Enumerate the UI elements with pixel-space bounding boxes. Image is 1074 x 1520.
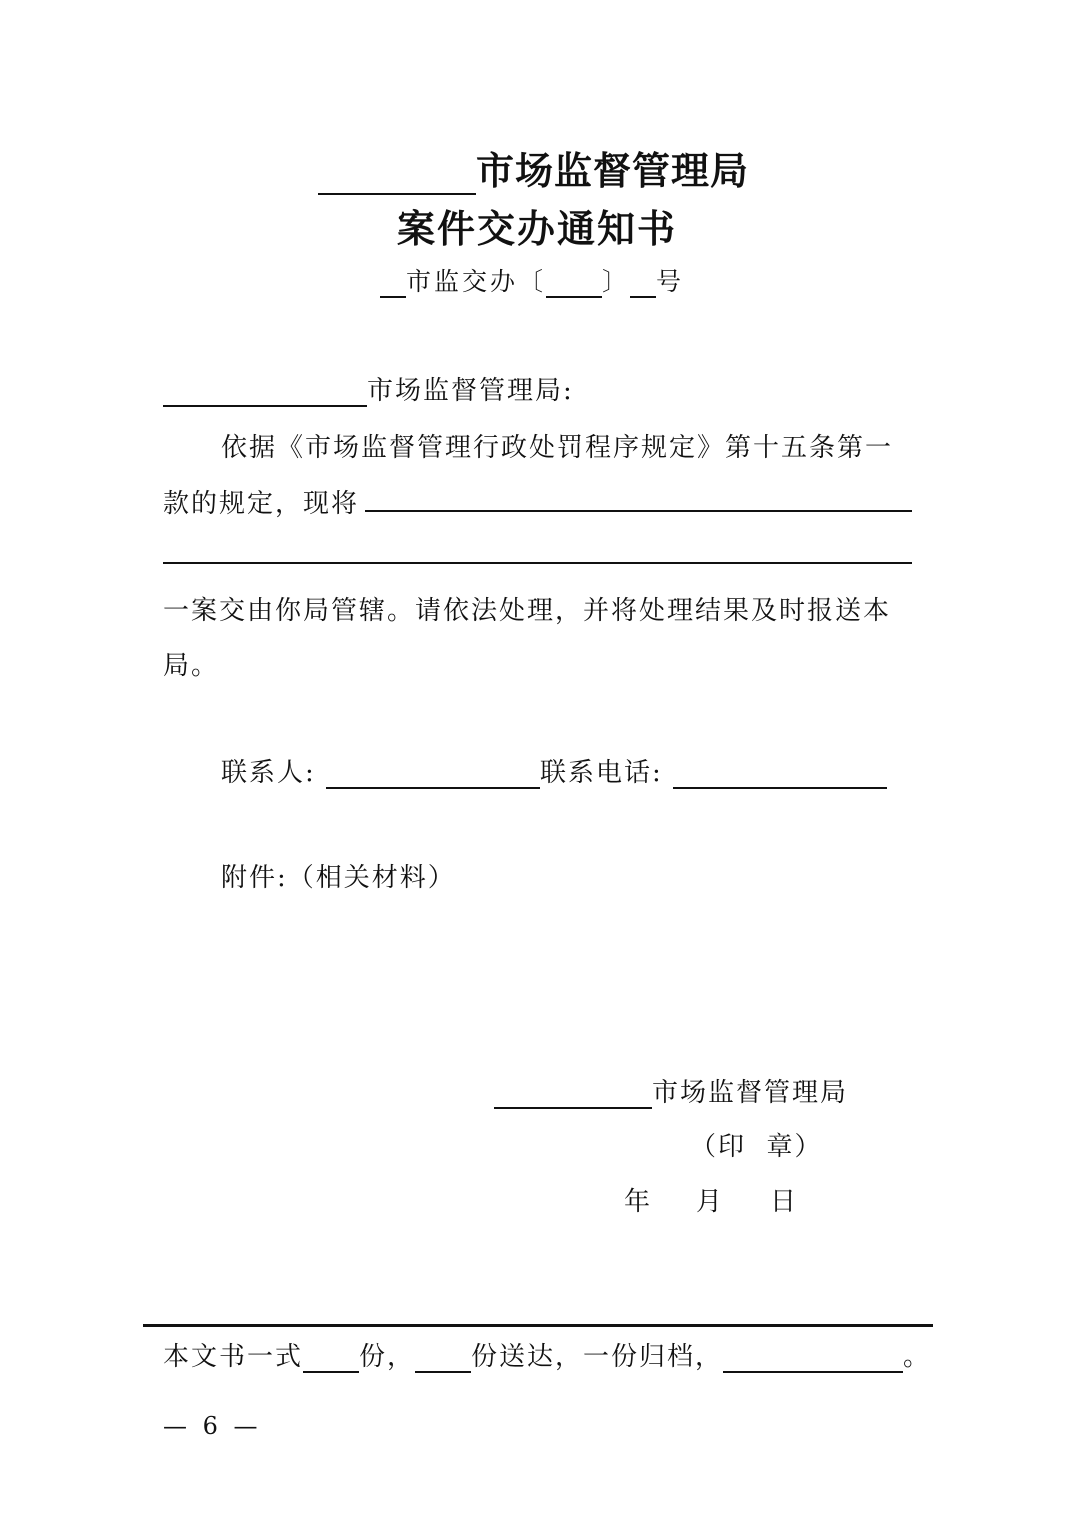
case-name-blank-1 — [365, 510, 912, 512]
attachment-line: 附件:（相关材料） — [221, 863, 456, 893]
doc-number-part-2: 〕 — [602, 267, 631, 296]
addressee-blank — [163, 373, 367, 407]
paragraph-1-line-2: 款的规定，现将 — [163, 489, 360, 519]
paragraph-1-line-1: 依据《市场监督管理行政处罚程序规定》第十五条第一 — [221, 433, 894, 463]
doc-number-blank-2 — [546, 268, 602, 298]
paragraph-2-line-1: 一案交由你局管辖。请依法处理，并将处理结果及时报送本 — [163, 596, 892, 626]
signature-org-suffix: 市场监督管理局 — [652, 1078, 849, 1108]
case-name-blank-2 — [163, 562, 912, 564]
title-org-blank — [318, 153, 476, 195]
footer-divider — [143, 1324, 933, 1327]
footer-part-1: 本文书一式 — [163, 1342, 304, 1372]
document-number — [380, 262, 684, 298]
date-year-label: 年 — [624, 1187, 653, 1217]
doc-number-blank-3 — [630, 268, 656, 298]
addressee-line — [163, 370, 574, 407]
addressee-suffix: 市场监督管理局: — [367, 376, 574, 406]
date-month-label: 月 — [696, 1187, 725, 1217]
signature-org-line — [494, 1072, 848, 1109]
page-number: — 6 — — [163, 1412, 262, 1440]
footer-part-4: 。 — [903, 1342, 932, 1372]
footer-note — [163, 1336, 931, 1373]
copies-blank — [303, 1341, 359, 1373]
title-org-suffix: 市场监督管理局 — [476, 148, 750, 193]
contact-blank — [326, 757, 540, 789]
contact-line — [221, 752, 887, 789]
phone-blank — [673, 757, 887, 789]
signature-org-blank — [494, 1077, 652, 1109]
date-day-label: 日 — [770, 1187, 799, 1217]
remark-blank — [723, 1341, 903, 1373]
contact-label: 联系人: — [221, 758, 316, 788]
seal-placeholder: （印 章） — [690, 1132, 823, 1162]
footer-part-2: 份， — [359, 1342, 416, 1372]
phone-label: 联系电话: — [540, 758, 663, 788]
paragraph-2-line-2: 局。 — [163, 651, 220, 681]
doc-number-blank-1 — [380, 268, 406, 298]
doc-number-part-3: 号 — [656, 267, 685, 296]
footer-part-3: 份送达，一份归档， — [471, 1342, 724, 1372]
title-line-1 — [318, 140, 749, 195]
doc-number-part-1: 市监交办〔 — [406, 267, 547, 296]
delivered-blank — [415, 1341, 471, 1373]
page-title: 案件交办通知书 — [396, 206, 677, 251]
